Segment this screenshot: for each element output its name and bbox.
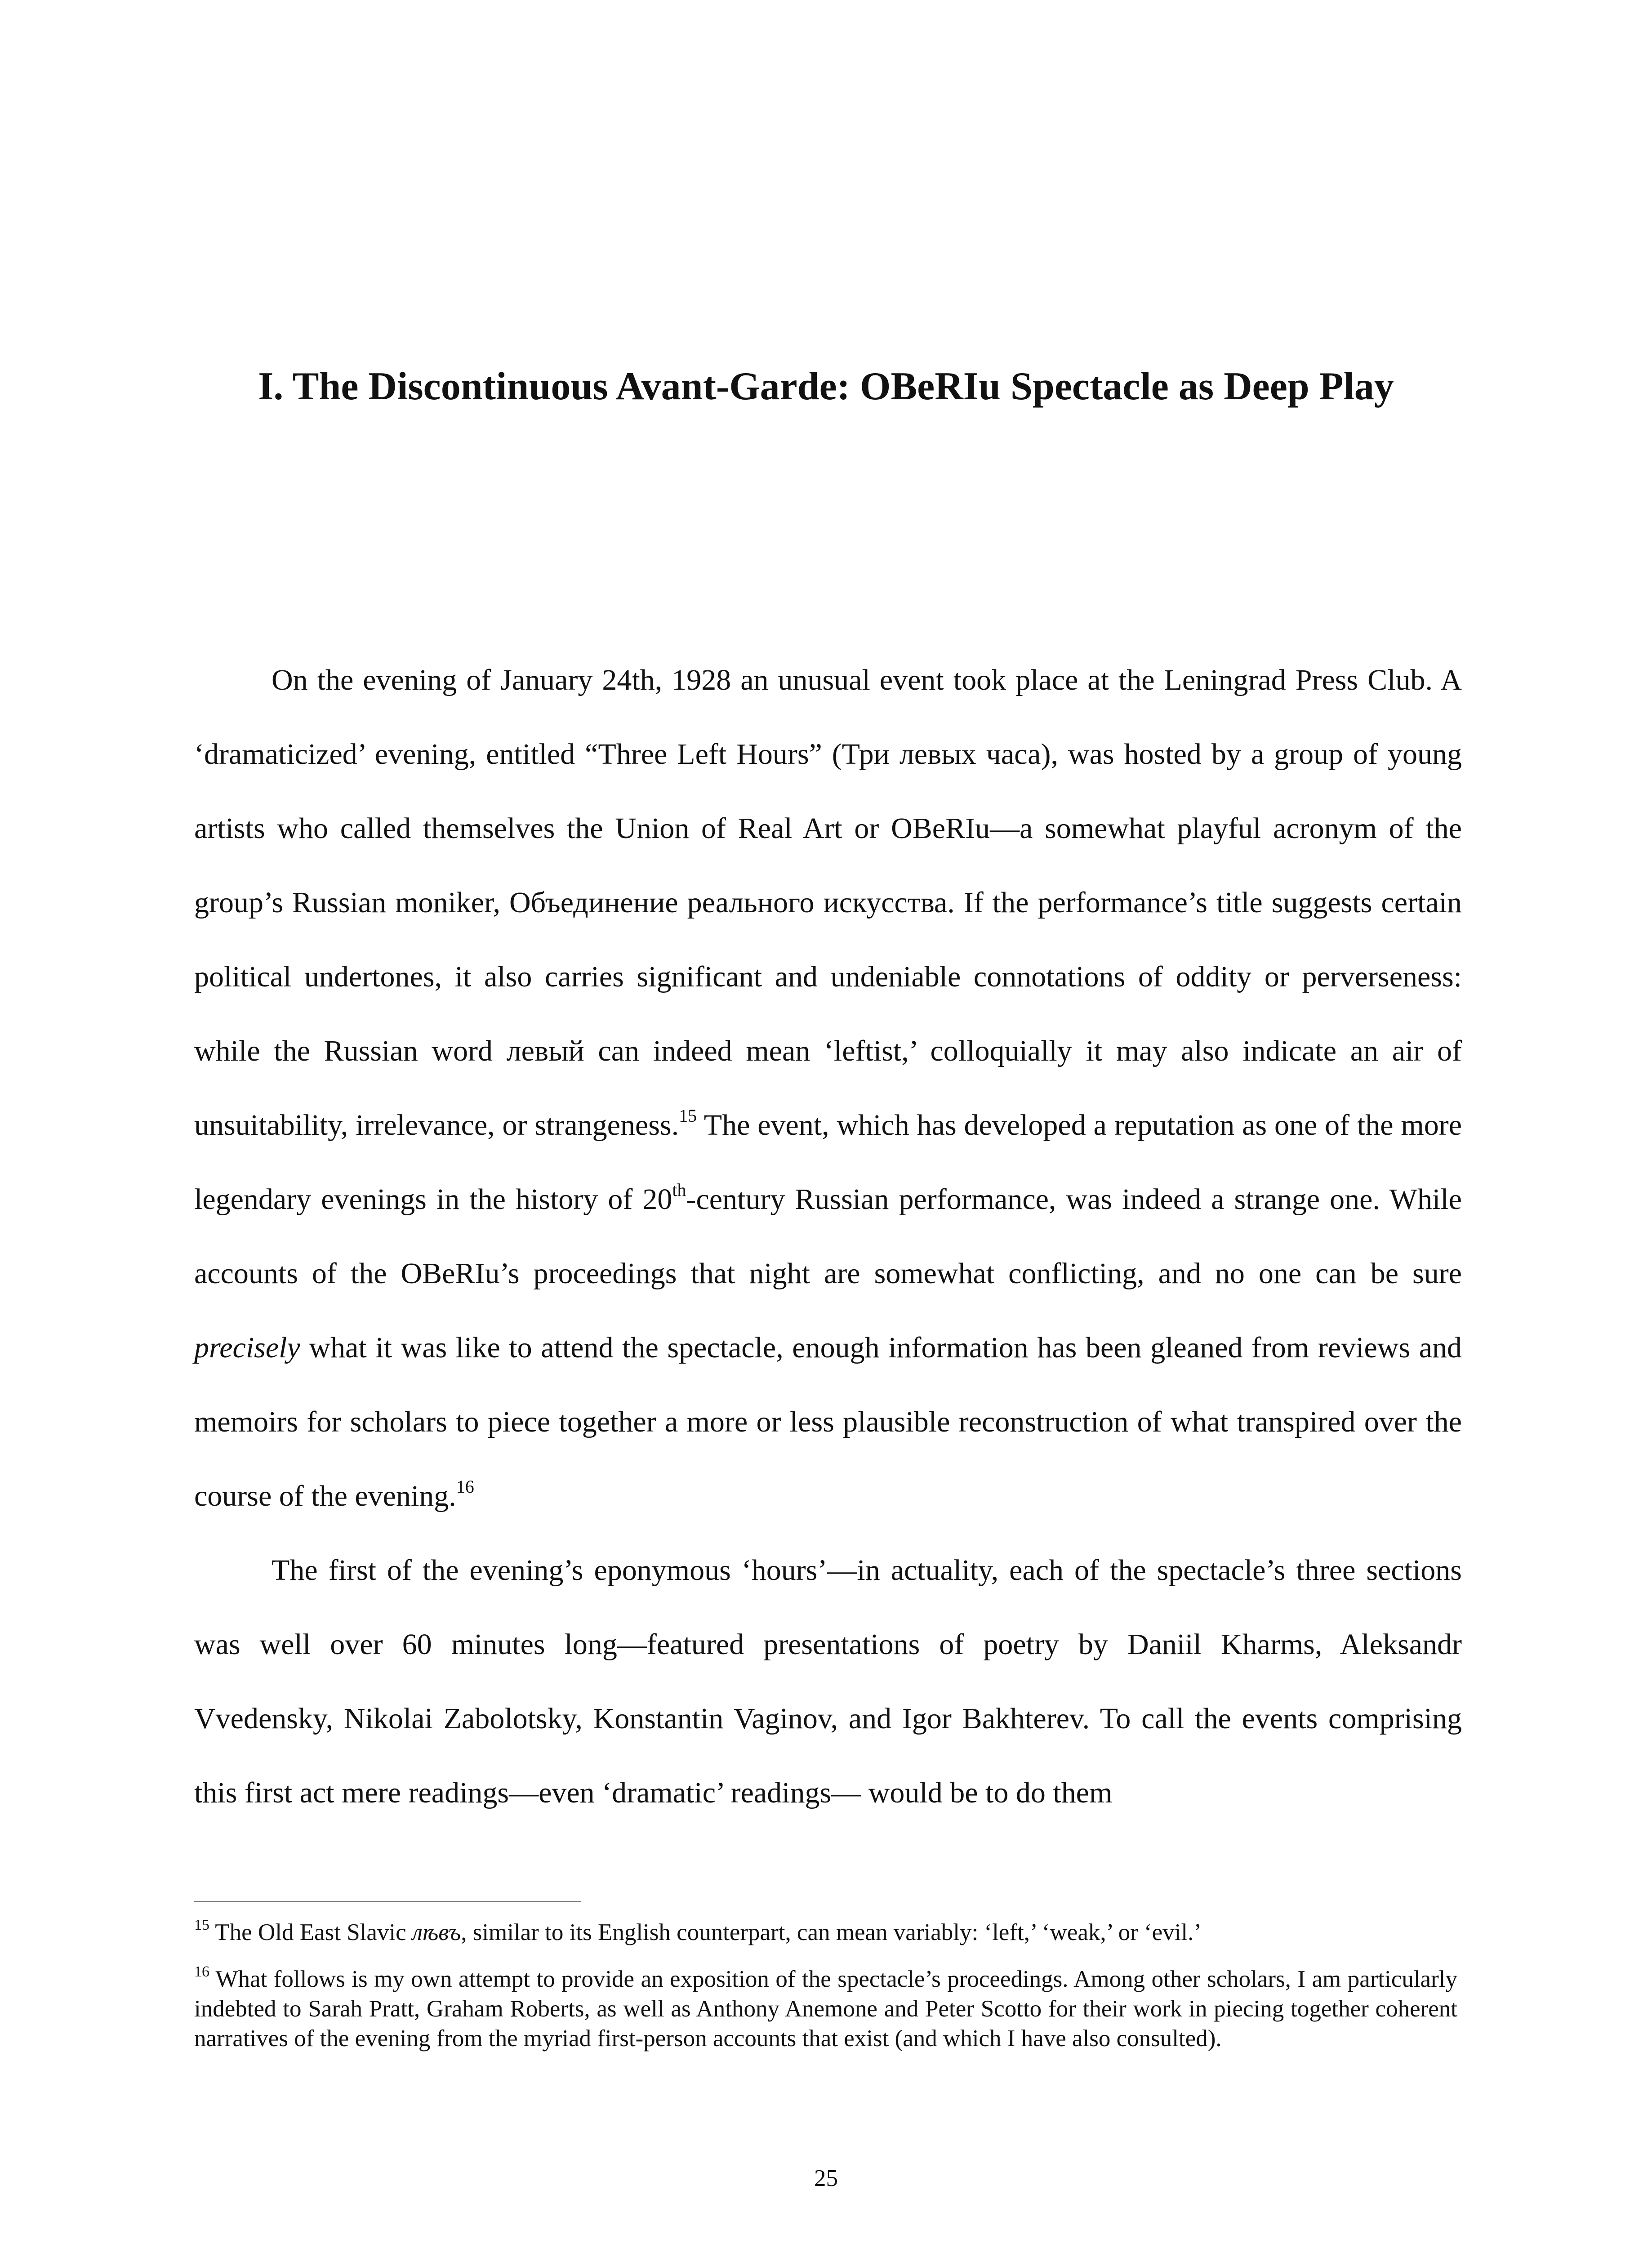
footnote-ref-16[interactable]: 16 [456, 1476, 474, 1497]
chapter-title: I. The Discontinuous Avant-Garde: OBeRIu Spectacle as Deep Play [258, 365, 1394, 408]
footnote-15 [194, 1918, 1457, 1947]
paragraph-1-part-4: what it was like to attend the spectacle, enough information has been gleaned from reviews and memoirs for scholars to piece together a more or less plausible reconstruction of what transpired over the course of the evening. [194, 1331, 1462, 1512]
footnote-16-text: What follows is my own attempt to provide an exposition of the spectacle’s proceedings. Among other scholars, I am particularly indebted to Sarah Pratt, Graham Roberts, as well as Anthony Anemone and Peter Scotto for their work in piecing together coherent narratives of the evening from the myriad first-person accounts that exist (and which I have also consulted). [194, 1966, 1457, 2052]
footnote-15-part-2: , similar to its English counterpart, can mean variably: ‘left,’ ‘weak,’ or ‘evil.’ [461, 1919, 1202, 1945]
superscript-th: th [672, 1180, 686, 1200]
paragraph-1 [194, 643, 1462, 1533]
footnote-number-16: 16 [194, 1963, 209, 1980]
page-number: 25 [814, 2165, 838, 2191]
footnote-15-emphasis: лѣвъ [412, 1919, 461, 1945]
paragraph-2: The first of the evening’s eponymous ‘hours’—in actuality, each of the spectacle’s three sections was well over 60 minutes long—featured presentations of poetry by Daniil Kharms, Aleksandr Vvedensky, Nikolai Zabolotsky, Konstantin Vaginov, and Igor Bakhterev. To call the events comprising this first act mere readings—even ‘dramatic’ readings— would be to do them [194, 1554, 1462, 1809]
footnote-16 [194, 1964, 1457, 2053]
footnote-number-15: 15 [194, 1917, 209, 1934]
paragraph-1-part-1: On the evening of January 24th, 1928 an unusual event took place at the Leningrad Press Club. A ‘dramaticized’ evening, entitled “Three Left Hours” (Три левых часа), was hosted by a group of young artists who called themselves the Union of Real Art or OBeRIu—a somewhat playful acronym of the group’s Russian moniker, Объединение реального искусства. If the performance’s title suggests certain political undertones, it also carries significant and undeniable connotations of oddity or perverseness: while the Russian word левый can indeed mean ‘leftist,’ colloquially it may also indicate an air of unsuitability, irrelevance, or strangeness. [194, 664, 1462, 1142]
footnote-15-part-1: The Old East Slavic [209, 1919, 412, 1945]
footnote-ref-15[interactable]: 15 [679, 1106, 697, 1126]
paragraph-1-part-2: The event, which has developed a reputation as one of the more legendary evenings in the history of 20 [194, 1109, 1462, 1216]
footnotes [194, 1918, 1457, 2070]
paragraph-1-part-3: -century Russian performance, was indeed a strange one. While accounts of the OBeRIu’s proceedings that night are somewhat conflicting, and no one can be sure [194, 1183, 1462, 1290]
footnote-divider [194, 1901, 581, 1902]
body-text [194, 643, 1462, 1830]
emphasis-precisely: precisely [194, 1331, 300, 1364]
